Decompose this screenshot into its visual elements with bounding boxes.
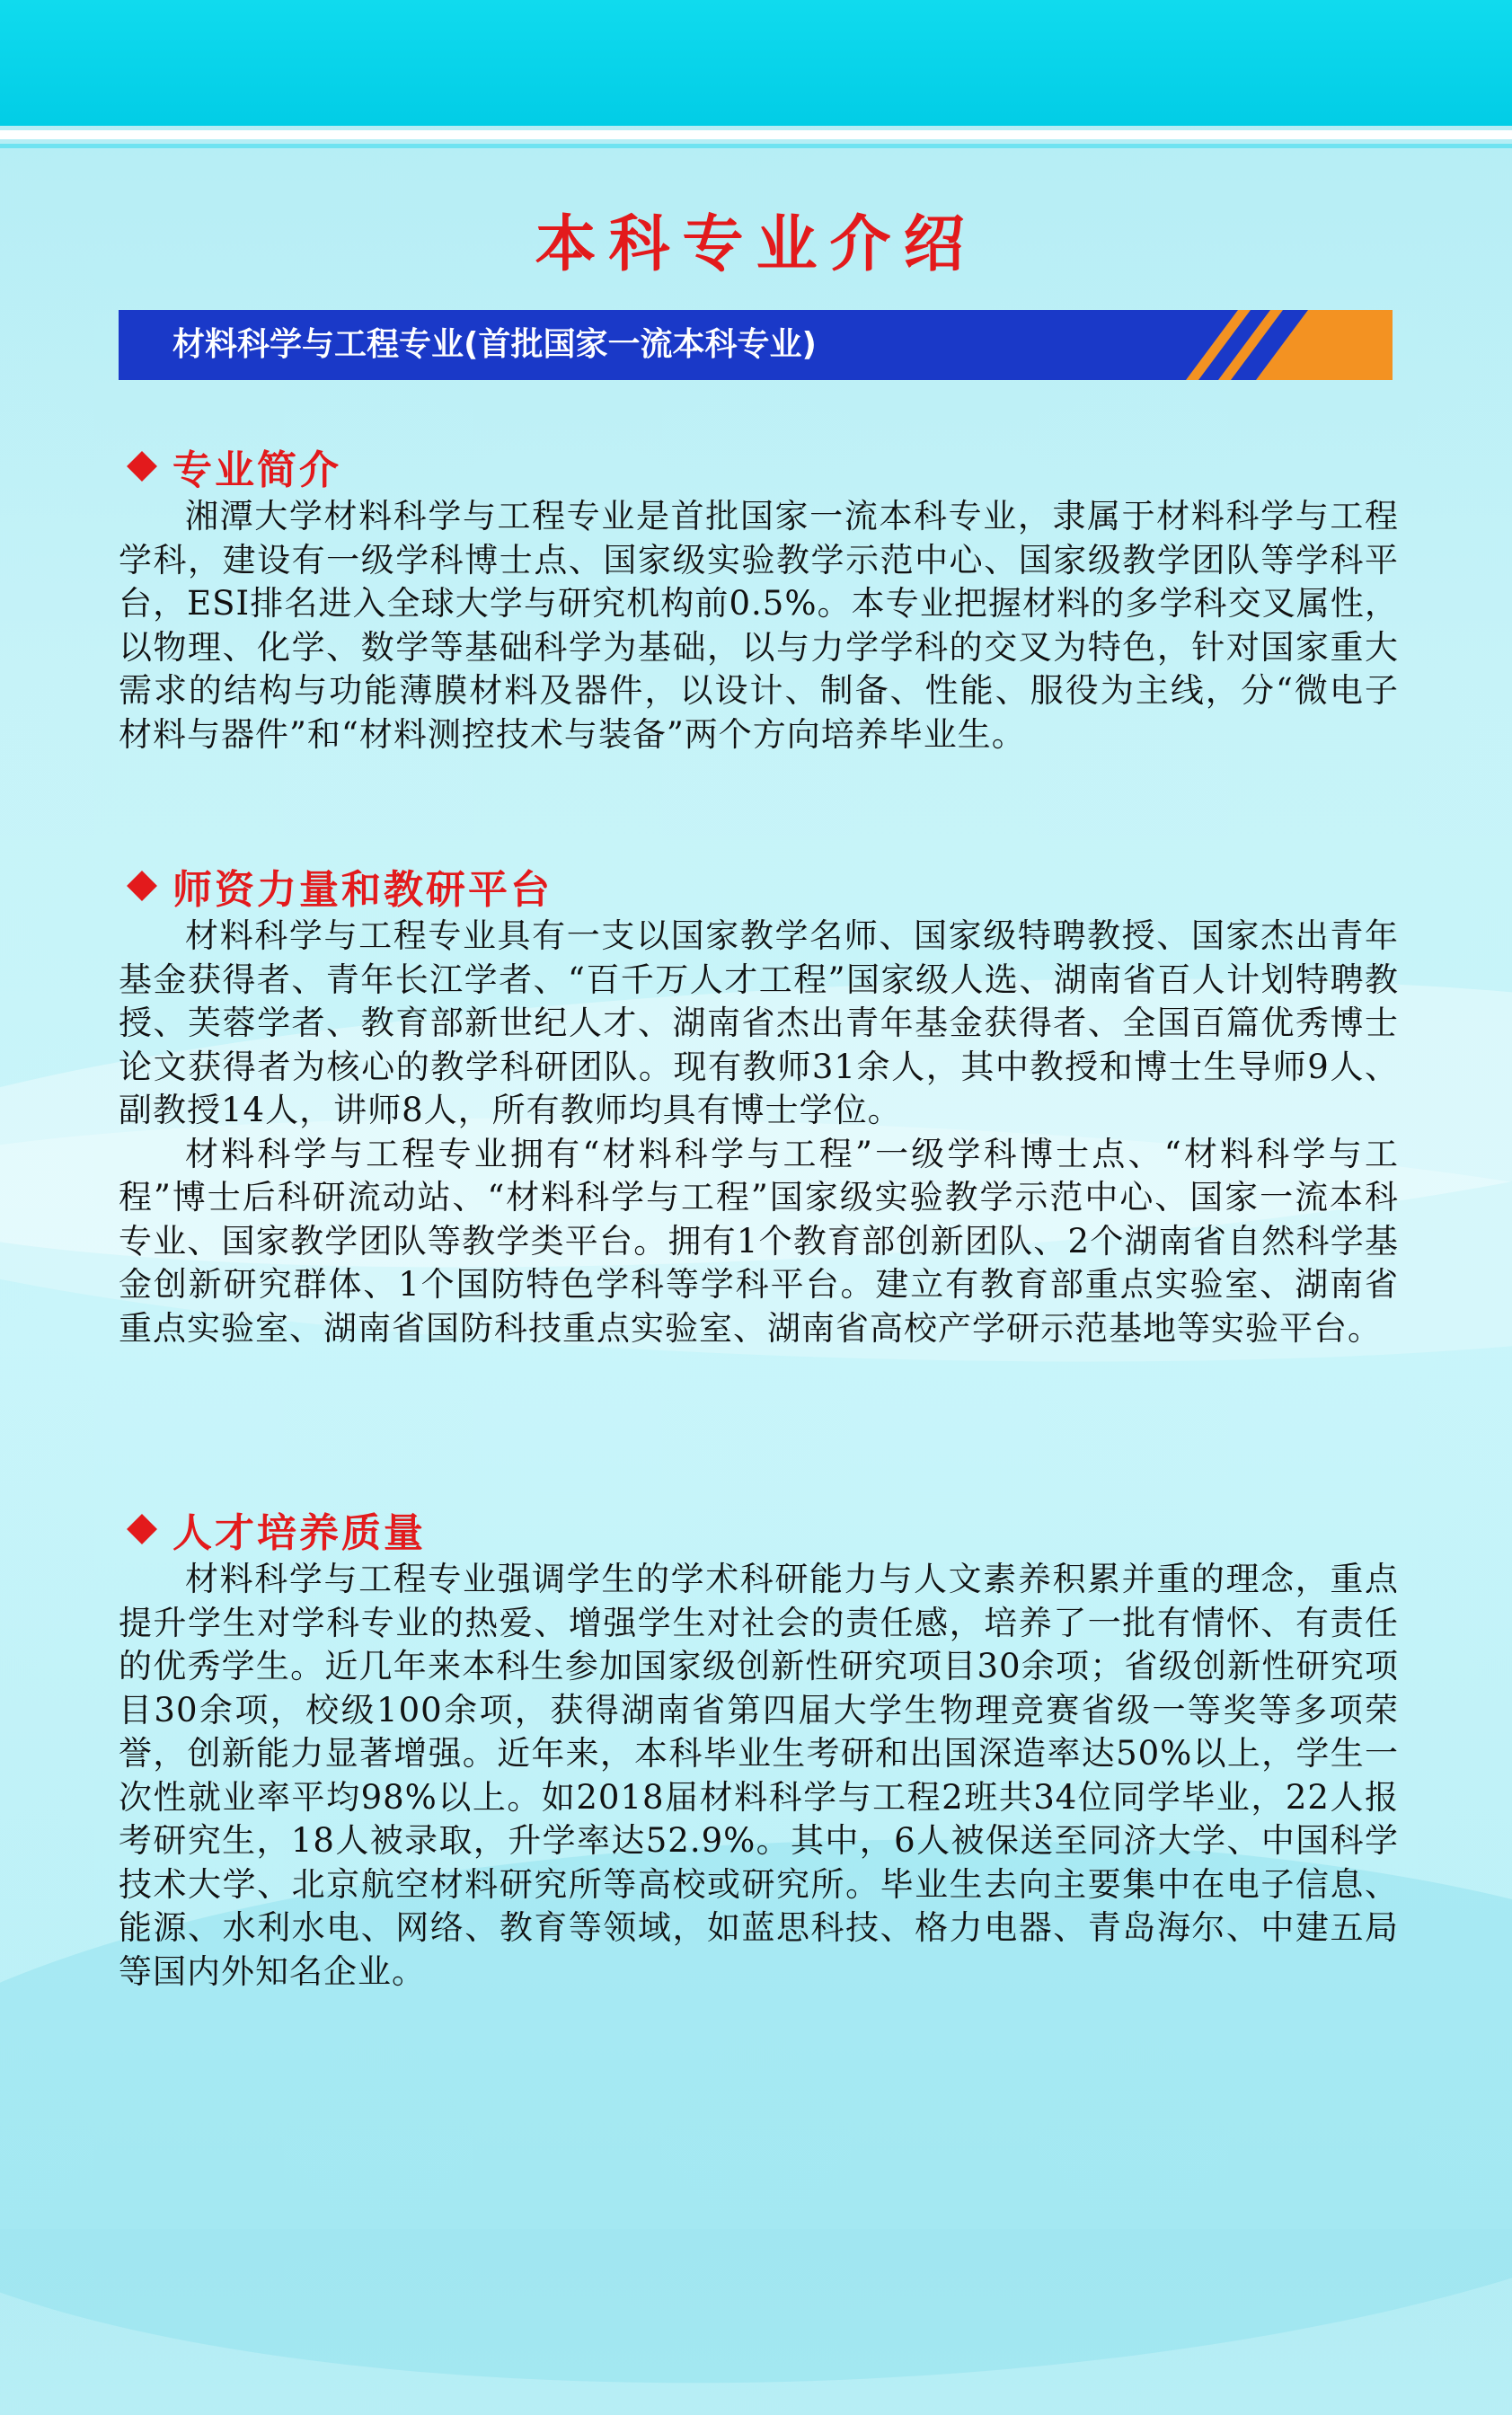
section-paragraph: 材料科学与工程专业拥有“材料科学与工程”一级学科博士点、“材料科学与工程”博士后科研流动站、“材料科学与工程”国家级实验教学示范中心、国家一流本科专业、国家教学团队等教学类平台。拥有1个教育部创新团队、2个湖南省自然科学基金创新研究群体、1个国防特色学科等学科平台。建立有教育部重点实验室、湖南省重点实验室、湖南省国防科技重点实验室、湖南省高校产学研示范基地等实验平台。 xyxy=(119,1134,1399,1348)
top-color-band xyxy=(0,0,1512,126)
section-paragraph: 材料科学与工程专业具有一支以国家教学名师、国家级特聘教授、国家杰出青年基金获得者、青年长江学者、“百千万人才工程”国家级人选、湖南省百人计划特聘教授、芙蓉学者、教育部新世纪人才、湖南省杰出青年基金获得者、全国百篇优秀博士论文获得者为核心的教学科研团队。现有教师31余人，其中教授和博士生导师9人、副教授14人，讲师8人，所有教师均具有博士学位。 xyxy=(119,916,1399,1129)
section-title: 师资力量和教研平台 xyxy=(172,867,553,913)
diamond-bullet-icon xyxy=(127,1514,157,1544)
section-heading xyxy=(119,857,1399,915)
diamond-bullet-icon xyxy=(127,451,157,482)
section-paragraph: 材料科学与工程专业强调学生的学术科研能力与人文素养积累并重的理念，重点提升学生对学科专业的热爱、增强学生对社会的责任感，培养了一批有情怀、有责任的优秀学生。近几年来本科生参加国家级创新性研究项目30余项；省级创新性研究项目30余项，校级100余项，获得湖南省第四届大学生物理竞赛省级一等奖等多项荣誉，创新能力显著增强。近年来，本科毕业生考研和出国深造率达50%以上，学生一次性就业率平均98%以上。如2018届材料科学与工程2班共34位同学毕业，22人报考研究生，18人被录取，升学率达52.9%。其中，6人被保送至同济大学、中国科学技术大学、北京航空材料研究所等高校或研究所。毕业生去向主要集中在电子信息、能源、水利水电、网络、教育等领域，如蓝思科技、格力电器、青岛海尔、中建五局等国内外知名企业。 xyxy=(119,1560,1399,1991)
section-title: 专业简介 xyxy=(172,447,341,493)
major-banner xyxy=(119,310,1393,380)
section-title: 人才培养质量 xyxy=(172,1510,426,1556)
section-faculty-platform xyxy=(119,857,1399,1350)
top-cyan-stripe xyxy=(0,144,1512,148)
top-white-stripe xyxy=(0,130,1512,139)
section-heading xyxy=(119,1500,1399,1558)
diamond-bullet-icon xyxy=(127,871,157,901)
banner-stripe-icon xyxy=(1186,310,1393,380)
section-paragraph: 湘潭大学材料科学与工程专业是首批国家一流本科专业，隶属于材料科学与工程学科，建设有一级学科博士点、国家级实验教学示范中心、国家级教学团队等学科平台，ESI排名进入全球大学与研究机构前0.5%。本专业把握材料的多学科交叉属性，以物理、化学、数学等基础科学为基础，以与力学学科的交叉为特色，针对国家重大需求的结构与功能薄膜材料及器件，以设计、制备、性能、服役为主线，分“微电子材料与器件”和“材料测控技术与装备”两个方向培养毕业生。 xyxy=(119,497,1399,754)
section-talent-quality xyxy=(119,1500,1399,1994)
banner-title: 材料科学与工程专业(首批国家一流本科专业) xyxy=(172,326,817,363)
page-title: 本科专业介绍 xyxy=(535,209,977,280)
section-major-intro xyxy=(119,438,1399,756)
section-heading xyxy=(119,438,1399,495)
